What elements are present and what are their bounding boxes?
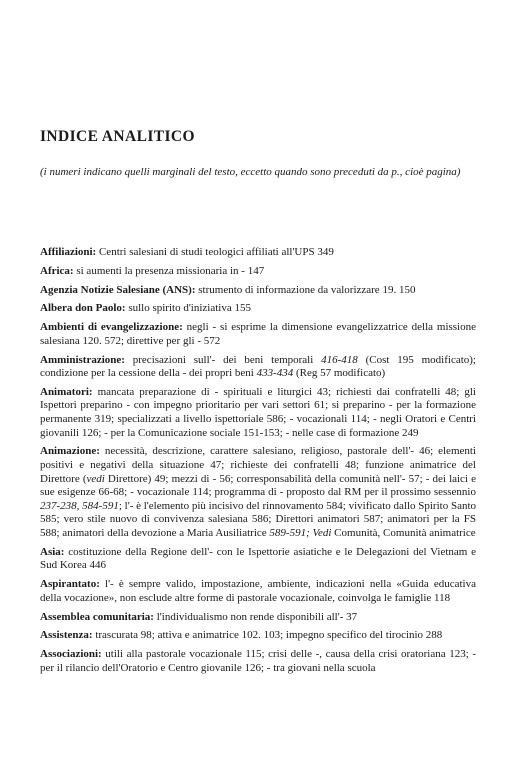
index-entry (40, 302, 476, 316)
entry-text: (Cost 195 modificato); condizione per la cessione della - dei propri beni (40, 353, 476, 380)
entry-text: sullo spirito d'iniziativa 155 (125, 302, 251, 315)
index-entries (40, 246, 476, 680)
entry-heading: Albera don Paolo: (40, 302, 126, 315)
entry-text: l'individualismo non rende disponibili all'- 37 (153, 610, 358, 623)
entry-heading: Affiliazioni: (40, 246, 97, 258)
index-entry (40, 284, 476, 298)
index-entry (40, 386, 476, 440)
entry-text: negli - si esprime la dimensione evangelizzatrice della missione salesiana 120. 572; direttive per gli - 572 (40, 321, 476, 347)
entry-ref-italic: 589-591; Vedi (269, 527, 332, 539)
entry-ref-italic: 416-418 (321, 353, 358, 366)
index-entry (40, 354, 476, 381)
entry-text: utili alla pastorale vocazionale 115; crisi delle -, causa della crisi oratoriana 123; - per il rilancio dell'Oratorio e Centro giovanile 126; - tra giovani nella scuola (40, 648, 476, 674)
entry-text: mancata preparazione di - spirituali e liturgici 43; richiesti dai confratelli 48; gli Ispettori preparino - con impegno prioritario per vari settori 61; si preparino - per la formazione permanente 319; specializzati a livello ispettoriale 586; - vocazionali 114; - negli Oratori e Centri giovanili 126; - per la Comunicazione sociale 151-153; - nelle case di formazione 249 (40, 385, 476, 439)
entry-text: si aumenti la presenza missionaria in - 147 (73, 264, 265, 277)
index-note: (i numeri indicano quelli marginali del testo, eccetto quando sono preceduti da p., cioè pagina) (40, 166, 461, 178)
index-entry (40, 246, 476, 260)
entry-ref-italic: 433-434 (256, 367, 294, 380)
entry-heading: Africa: (40, 264, 74, 277)
page-title: INDICE ANALITICO (40, 128, 195, 145)
entry-ref-italic: 237-238, 584-591 (40, 499, 119, 512)
index-entry (40, 611, 476, 625)
entry-text: Direttore) 49; mezzi di - 56; corresponsabilità della comunità nell'- 57; - dei laici e sue esigenze 66-68; - vocazionale 114; programma di - proposto dal RM per il prossimo sessennio (40, 472, 476, 499)
entry-heading: Animatori: (40, 385, 93, 398)
index-entry (40, 648, 476, 675)
entry-text: costituzione della Regione dell'- con le Ispettorie asiatiche e le Delegazioni del Vietnam e Sud Korea 446 (40, 545, 476, 572)
index-entry (40, 578, 476, 605)
entry-heading: Associazioni: (40, 648, 102, 661)
index-entry (40, 265, 476, 279)
entry-text: necessità, descrizione, carattere salesiano, religioso, pastorale dell'- 46; elementi positivi e negativi della situazione 47; richieste dei confratelli 48; funzione animatrice del Direttore ( (40, 445, 476, 485)
entry-text: Centri salesiani di studi teologici affiliati all'UPS 349 (96, 246, 334, 258)
entry-heading: Assistenza: (40, 629, 93, 642)
index-entry (40, 546, 476, 573)
index-entry (40, 445, 476, 540)
entry-heading: Ambienti di evangelizzazione: (40, 321, 183, 334)
entry-text: strumento di informazione da valorizzare 19. 150 (195, 283, 416, 296)
entry-text: l'- è sempre valido, impostazione, ambiente, indicazioni nella «Guida educativa della vocazione», non esclude altre forme di pastorale vocazionale, coinvolga le famiglie 118 (40, 578, 476, 604)
entry-text: Comunità, Comunità animatrice (331, 527, 476, 539)
entry-text: ; l'- è l'elemento più incisivo del rinnovamento 584; vivificato dallo Spirito Santo 585; vero stile nuovo di convivenza salesiana 586; Direttori animatori 587; animatori per la FS 588; animatori della devozione a Maria Ausiliatrice (40, 499, 477, 539)
entry-text: (Reg 57 modificato) (293, 367, 386, 380)
entry-heading: Asia: (40, 545, 65, 558)
entry-text: trascurata 98; attiva e animatrice 102. 103; impegno specifico del tirocinio 288 (92, 629, 443, 642)
entry-heading: Amministrazione: (40, 353, 125, 366)
entry-heading: Agenzia Notizie Salesiane (ANS): (40, 283, 196, 296)
entry-ref-italic: vedi (86, 472, 105, 485)
index-entry (40, 321, 476, 348)
entry-heading: Aspirantato: (40, 578, 100, 591)
entry-heading: Assemblea comunitaria: (40, 610, 154, 623)
index-entry (40, 629, 476, 643)
entry-heading: Animazione: (40, 445, 100, 458)
entry-text: precisazioni sull'- dei beni temporali (124, 353, 322, 366)
